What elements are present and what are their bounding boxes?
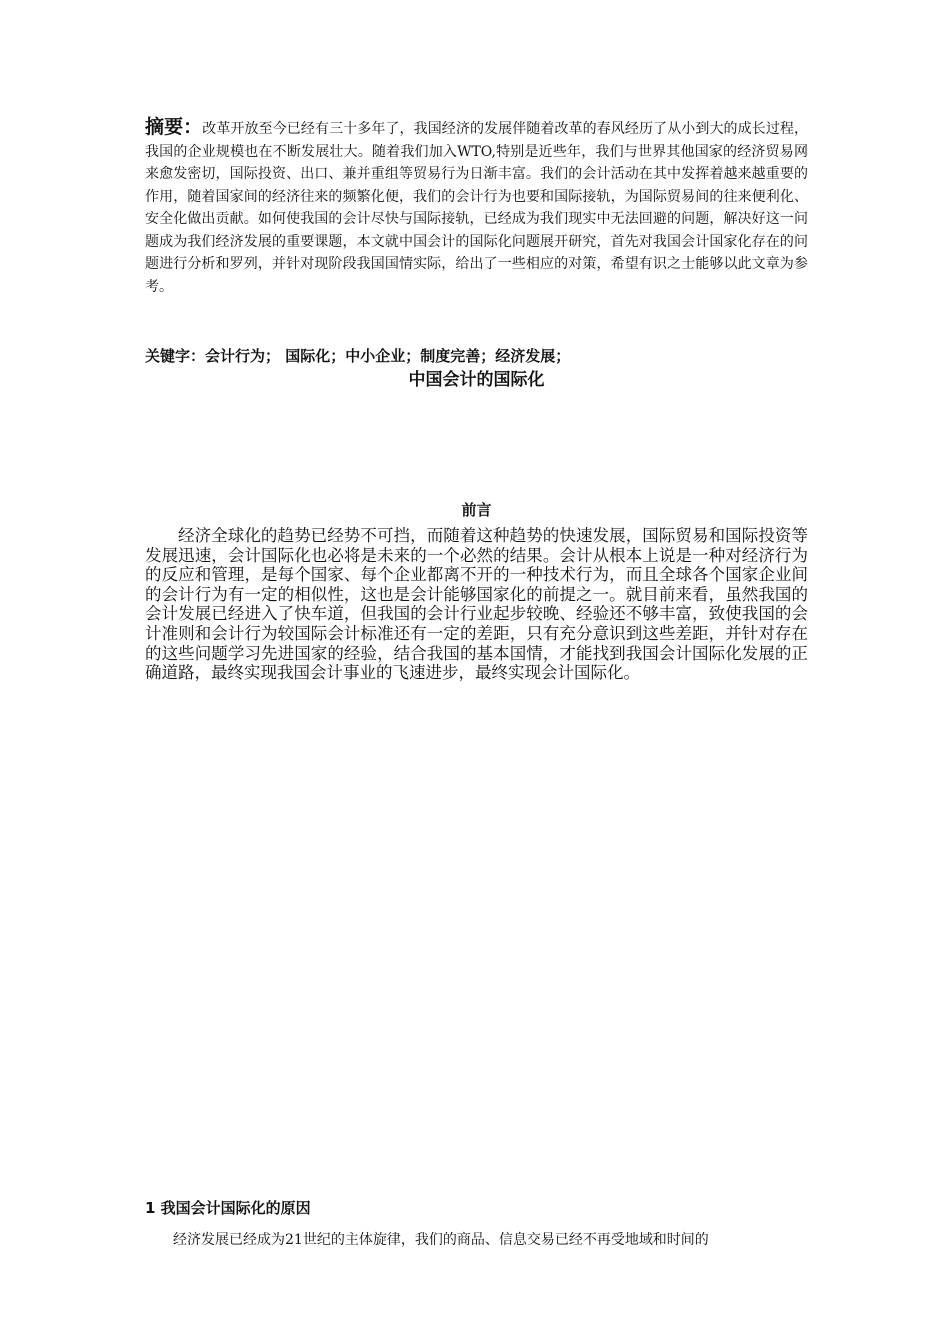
section-1-paragraph: 经济发展已经成为21世纪的主体旋律，我们的商品、信息交易已经不再受地域和时间的 (173, 1232, 709, 1248)
document-title: 中国会计的国际化 (408, 370, 545, 390)
preface-heading: 前言 (461, 501, 492, 519)
preface-paragraph: 经济全球化的趋势已经势不可挡，而随着这种趋势的快速发展，国际贸易和国际投资等发展迅速，会计国际化也必将是未来的一个必然的结果。会计从根本上说是一种对经济行为的反应和管理，是每个国家、每个企业都离不开的一种技术行为，而且全球各个国家企业间的会计行为有一定的相似性，这也是会计能够国家化的前提之一。就目前来看，虽然我国的会计发展已经进入了快车道，但我国的会计行业起步较晚、经验还不够丰富，致使我国的会计准则和会计行为较国际会计标准还有一定的差距，只有充分意识到这些差距，并针对存在的这些问题学习先进国家的经验，结合我国的基本国情，才能找到我国会计国际化发展的正确道路，最终实现我国会计事业的飞速进步，最终实现会计国际化。 (145, 526, 808, 683)
abstract-text: 改革开放至今已经有三十多年了，我国经济的发展伴随着改革的春风经历了从小到大的成长过程，我国的企业规模也在不断发展壮大。随着我们加入WTO,特别是近些年，我们与世界其他国家的经济贸易网来愈发密切，国际投资、出口、兼并重组等贸易行为日渐丰富。我们的会计活动在其中发挥着越来越重要的作用，随着国家间的经济往来的频繁化便，我们的会计行为也要和国际接轨，为国际贸易间的往来便利化、安全化做出贡献。如何使我国的会计尽快与国际接轨，已经成为我们现实中无法回避的问题，解决好这一问题成为我们经济发展的重要课题，本文就中国会计的国际化问题展开研究，首先对我国会计国家化存在的问题进行分析和罗列，并针对现阶段我国国情实际，给出了一些相应的对策，希望有识之士能够以此文章为参考。 (145, 121, 808, 295)
abstract-paragraph (145, 116, 808, 298)
abstract-label: 摘要： (145, 116, 203, 138)
section-1-heading: 1 我国会计国际化的原因 (145, 1199, 311, 1217)
keywords-line: 关键字：会计行为； 国际化；中小企业；制度完善；经济发展； (145, 347, 571, 365)
